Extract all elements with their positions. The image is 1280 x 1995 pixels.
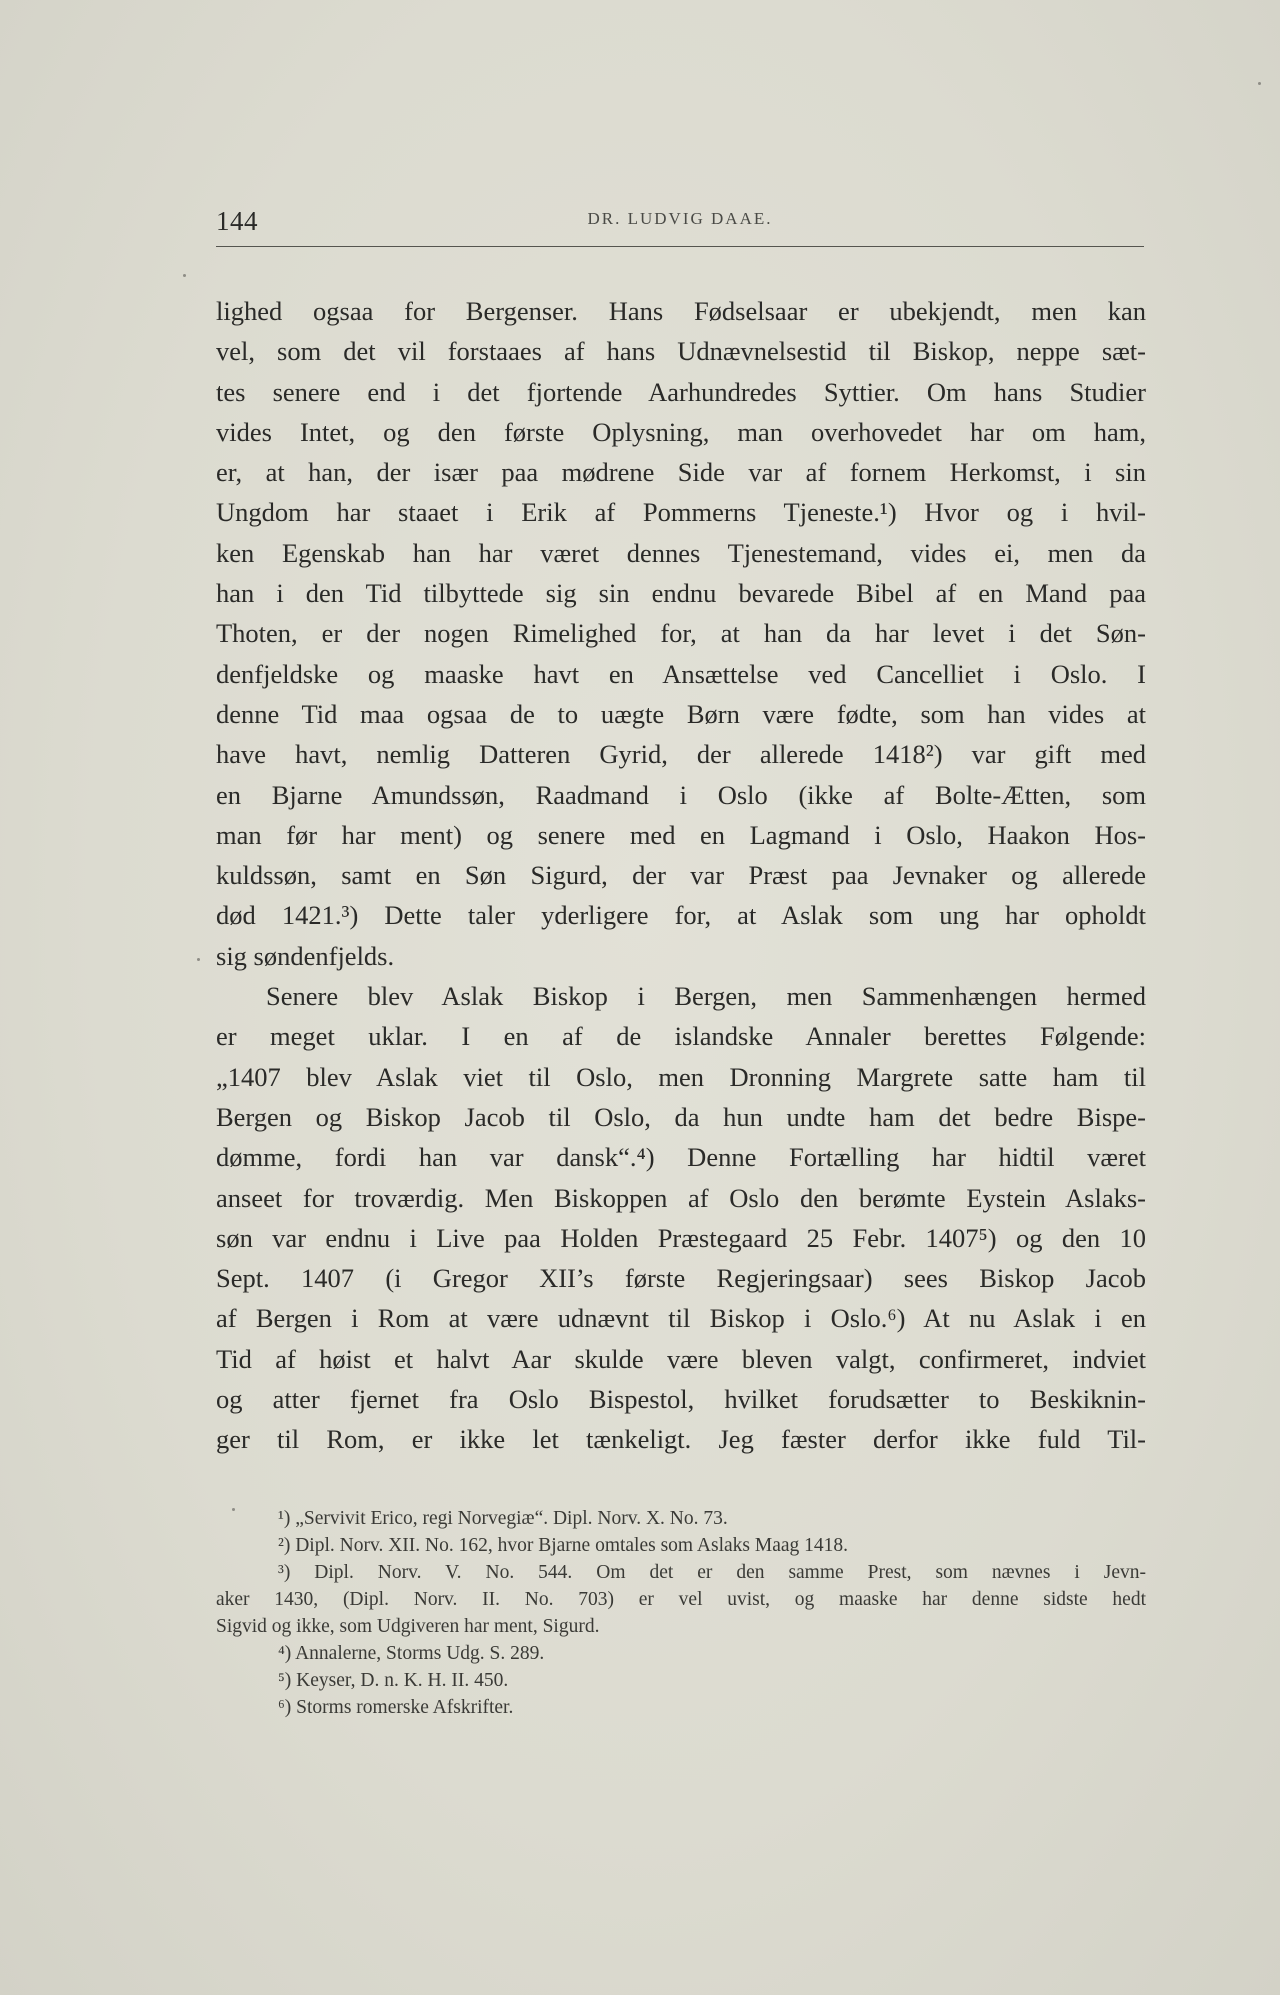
text-line: lighed ogsaa for Bergenser. Hans Fødselsaar er ubekjendt, men kan	[216, 296, 1146, 326]
paper-speck	[1258, 82, 1261, 85]
text-line: Ungdom har staaet i Erik af Pommerns Tjeneste.¹) Hvor og i hvil-	[216, 497, 1146, 528]
text-line: død 1421.³) Dette taler yderligere for, at Aslak som ung har opholdt	[216, 900, 1146, 931]
page-number: 144	[216, 206, 258, 236]
text-line: denne Tid maa ogsaa de to uægte Børn være fødte, som han vides at	[216, 698, 1146, 729]
text-line: han i den Tid tilbyttede sig sin endnu bevarede Bibel af en Mand paa	[216, 578, 1146, 609]
text-line: vel, som det vil forstaaes af hans Udnævnelsestid til Biskop, neppe sæt-	[216, 336, 1146, 367]
text-line: dømme, fordi han var dansk“.⁴) Denne Fortælling har hidtil været	[216, 1142, 1146, 1173]
text-line: af Bergen i Rom at være udnævnt til Biskop i Oslo.⁶) At nu Aslak i en	[216, 1303, 1146, 1334]
text-line: Thoten, er der nogen Rimelighed for, at han da har levet i det Søn-	[216, 618, 1146, 649]
footnote-2: ²) Dipl. Norv. XII. No. 162, hvor Bjarne omtales som Aslaks Maag 1418.	[278, 1535, 849, 1556]
running-head: DR. LUDVIG DAAE.	[587, 209, 773, 228]
text-line: have havt, nemlig Datteren Gyrid, der allerede 1418²) var gift med	[216, 739, 1146, 770]
text-line: ken Egenskab han har været dennes Tjenestemand, vides ei, men da	[216, 537, 1146, 568]
text-line: Senere blev Aslak Biskop i Bergen, men Sammenhængen hermed	[266, 981, 1146, 1012]
main-text	[216, 291, 1146, 1460]
text-line: man før har ment) og senere med en Lagmand i Oslo, Haakon Hos-	[216, 819, 1146, 850]
text-line: søn var endnu i Live paa Holden Præstegaard 25 Febr. 1407⁵) og den 10	[216, 1222, 1146, 1253]
paper-speck	[197, 958, 200, 961]
text-line: „1407 blev Aslak viet til Oslo, men Dronning Margrete satte ham til	[216, 1061, 1146, 1092]
page-header	[216, 206, 1144, 246]
footnote-6: ⁶) Storms romerske Afskrifter.	[278, 1697, 514, 1718]
text-line: denfjeldske og maaske havt en Ansættelse ved Cancelliet i Oslo. I	[216, 658, 1146, 689]
text-line: anseet for troværdig. Men Biskoppen af Oslo den berømte Eystein Aslaks-	[216, 1182, 1146, 1213]
text-line: kuldssøn, samt en Søn Sigurd, der var Præst paa Jevnaker og allerede	[216, 860, 1146, 891]
footnote-1: ¹) „Servivit Erico, regi Norvegiæ“. Dipl. Norv. X. No. 73.	[278, 1508, 728, 1529]
footnote-5: ⁵) Keyser, D. n. K. H. II. 450.	[278, 1670, 509, 1691]
text-line: vides Intet, og den første Oplysning, man overhovedet har om ham,	[216, 416, 1146, 447]
text-line: en Bjarne Amundssøn, Raadmand i Oslo (ikke af Bolte-Ætten, som	[216, 779, 1146, 810]
text-line: er meget uklar. I en af de islandske Annaler berettes Følgende:	[216, 1021, 1146, 1052]
text-line: og atter fjernet fra Oslo Bispestol, hvilket forudsætter to Beskiknin-	[216, 1384, 1146, 1415]
footnote-3-continued: Sigvid og ikke, som Udgiveren har ment, Sigurd.	[216, 1616, 600, 1637]
text-line: ger til Rom, er ikke let tænkeligt. Jeg fæster derfor ikke fuld Til-	[216, 1424, 1146, 1455]
footnote-4: ⁴) Annalerne, Storms Udg. S. 289.	[278, 1643, 545, 1664]
text-line: sig søndenfjelds.	[216, 940, 395, 971]
header-rule	[216, 246, 1144, 247]
paper-speck	[232, 1508, 235, 1511]
text-line: Tid af høist et halvt Aar skulde være bleven valgt, confirmeret, indviet	[216, 1343, 1146, 1374]
text-line: er, at han, der især paa mødrene Side var af fornem Herkomst, i sin	[216, 457, 1146, 488]
footnote-3: ³) Dipl. Norv. V. No. 544. Om det er den samme Prest, som nævnes i Jevn-	[278, 1562, 1146, 1583]
paper-speck	[183, 274, 186, 277]
footnotes	[216, 1505, 1146, 1721]
text-line: tes senere end i det fjortende Aarhundredes Syttier. Om hans Studier	[216, 376, 1146, 407]
text-line: Sept. 1407 (i Gregor XII’s første Regjeringsaar) sees Biskop Jacob	[216, 1263, 1146, 1294]
footnote-3-continued: aker 1430, (Dipl. Norv. II. No. 703) er vel uvist, og maaske har denne sidste hedt	[216, 1589, 1146, 1610]
text-line: Bergen og Biskop Jacob til Oslo, da hun undte ham det bedre Bispe-	[216, 1101, 1146, 1132]
